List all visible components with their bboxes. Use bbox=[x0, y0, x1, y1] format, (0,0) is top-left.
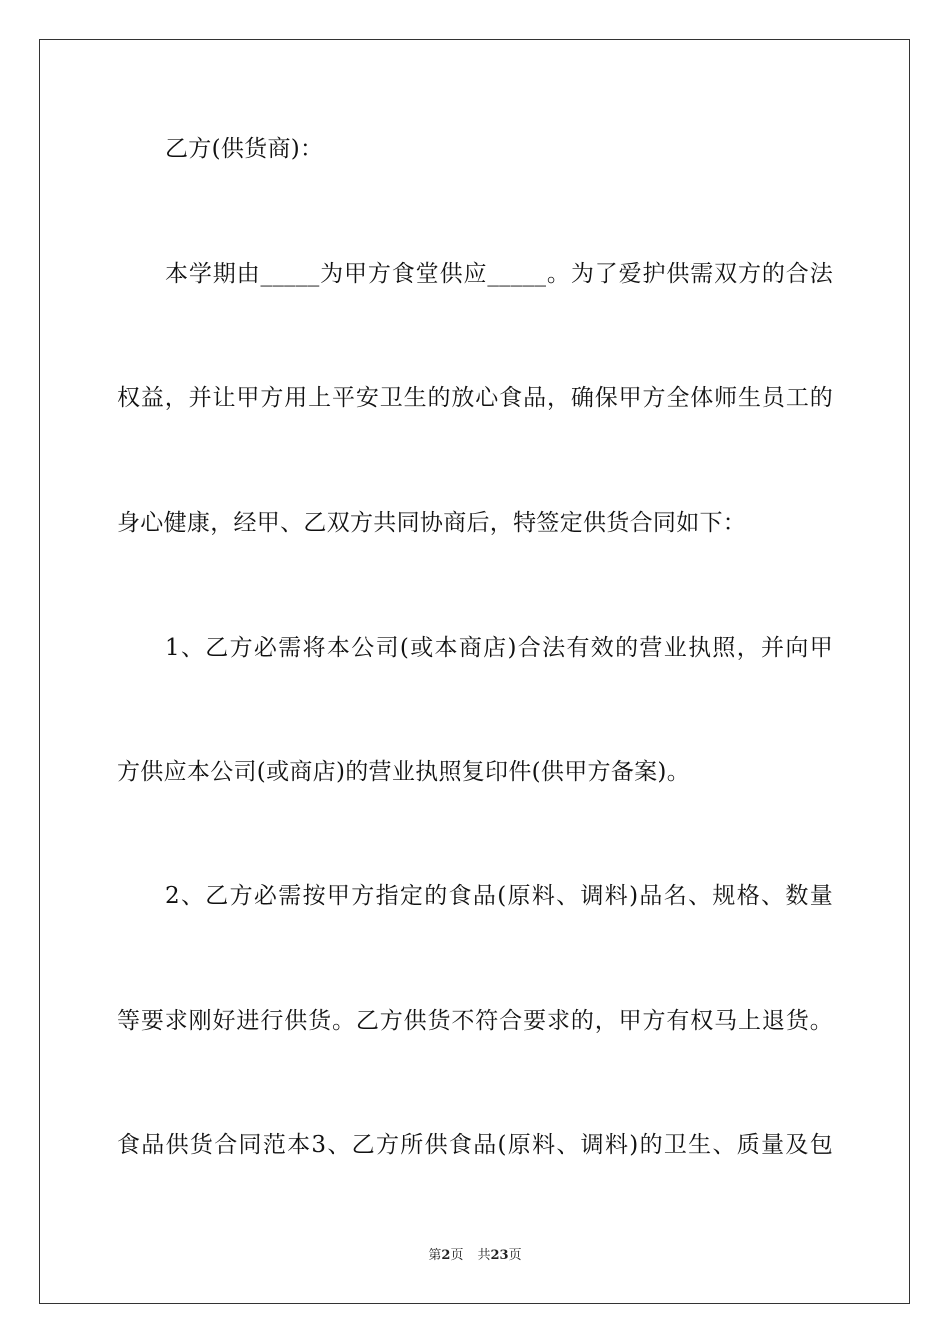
clause-1-line-1: 1、乙方必需将本公司(或本商店)合法有效的营业执照，并向甲 bbox=[165, 635, 833, 661]
paragraph-intro-line-2: 权益，并让甲方用上平安卫生的放心食品，确保甲方全体师生员工的 bbox=[117, 385, 833, 411]
footer-total-unit: 页 bbox=[508, 1248, 522, 1263]
party-b-label: 乙方(供货商)： bbox=[165, 136, 324, 162]
clause-3-line-1: 食品供货合同范本3、乙方所供食品(原料、调料)的卫生、质量及包 bbox=[117, 1132, 833, 1158]
footer-page-total: 23 bbox=[490, 1248, 509, 1263]
clause-1-line-2: 方供应本公司(或商店)的营业执照复印件(供甲方备案)。 bbox=[117, 759, 690, 785]
clause-2-line-1: 2、乙方必需按甲方指定的食品(原料、调料)品名、规格、数量 bbox=[165, 883, 833, 909]
footer-page-unit: 页 bbox=[450, 1248, 464, 1263]
page-footer bbox=[0, 1247, 950, 1265]
paragraph-intro-line-3: 身心健康，经甲、乙双方共同协商后，特签定供货合同如下： bbox=[117, 510, 747, 536]
page-border bbox=[39, 39, 910, 1304]
footer-page-prefix: 第 bbox=[428, 1248, 442, 1263]
clause-2-line-2: 等要求刚好进行供货。乙方供货不符合要求的，甲方有权马上退货。 bbox=[117, 1008, 833, 1034]
paragraph-intro-line-1: 本学期由_____为甲方食堂供应_____。为了爱护供需双方的合法 bbox=[165, 261, 833, 287]
footer-page-current: 2 bbox=[441, 1248, 451, 1263]
footer-total-prefix: 共 bbox=[477, 1248, 491, 1263]
